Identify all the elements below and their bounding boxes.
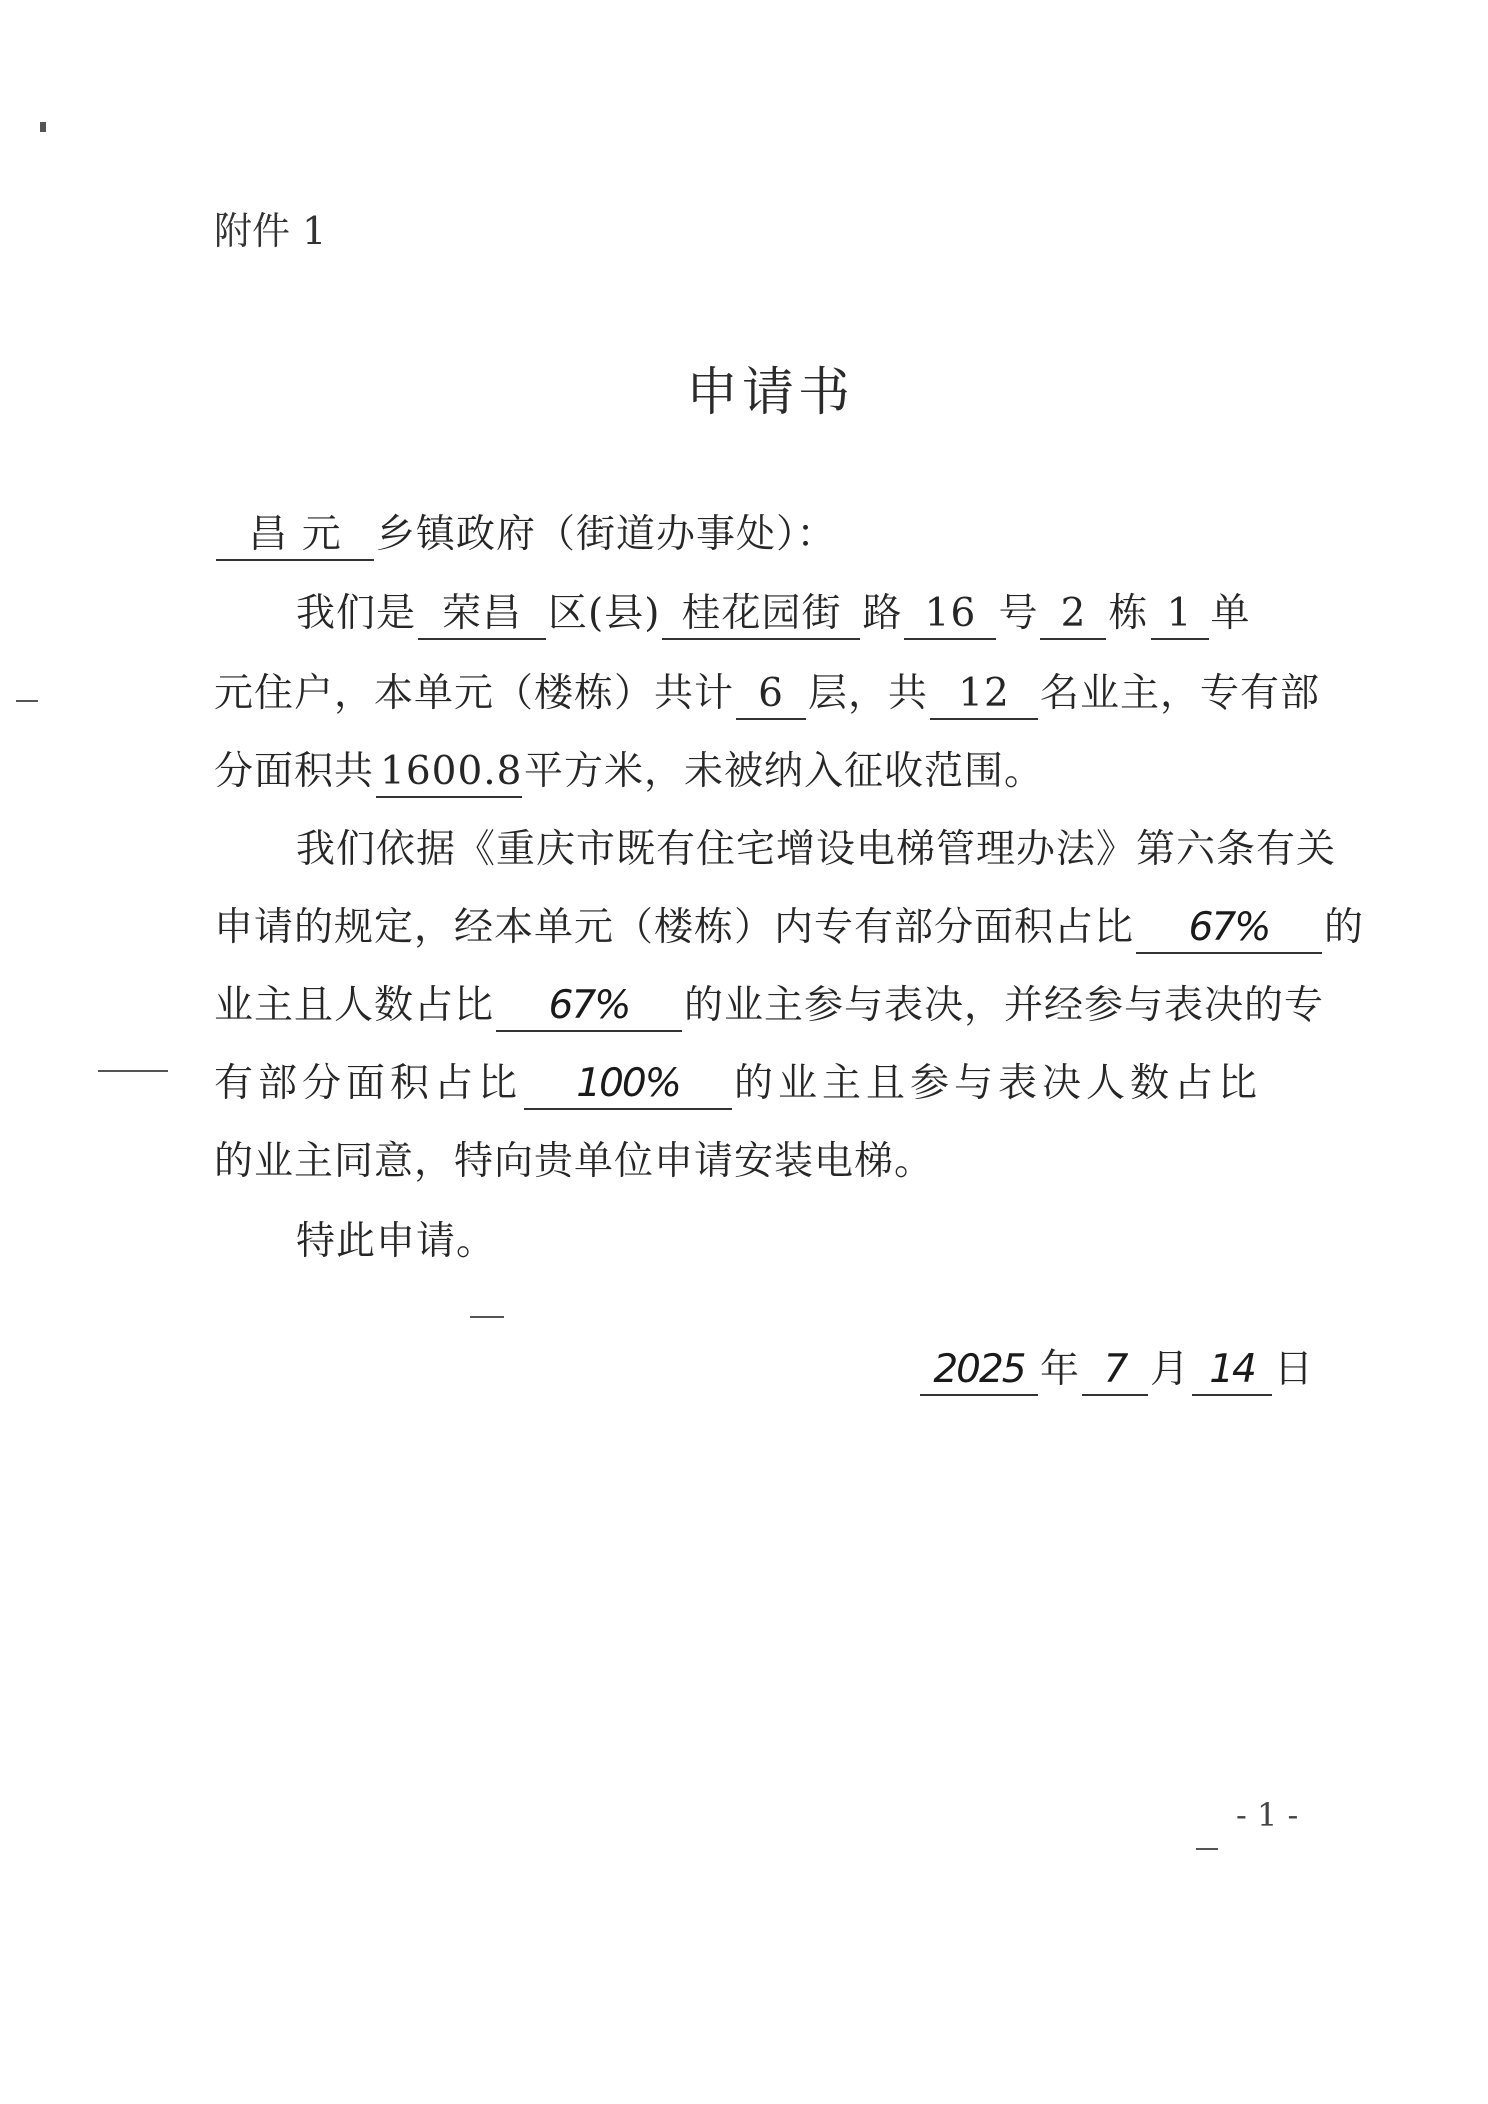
area-field: 1600.8 (376, 748, 522, 798)
building-field: 2 (1040, 590, 1106, 640)
date-line (918, 1340, 1314, 1400)
para2-line2-lead: 申请的规定，经本单元（楼栋）内专有部分面积占比 (214, 905, 1135, 950)
number-field: 16 (904, 590, 996, 640)
month-field: 7 (1082, 1346, 1148, 1396)
road-label: 路 (862, 591, 903, 636)
para2-line4 (214, 1054, 1262, 1114)
day-field: 14 (1192, 1346, 1272, 1396)
area-ratio-field: 67% (1136, 904, 1322, 954)
para2-line2 (214, 898, 1364, 958)
addressee-suffix: 乡镇政府（街道办事处）： (376, 512, 837, 557)
district-label: 区(县) (548, 591, 661, 636)
scan-speck (470, 1316, 504, 1318)
para1-line3 (214, 742, 1044, 802)
para2-line3-tail: 的业主参与表决，并经参与表决的专 (684, 983, 1325, 1028)
para2-line3 (214, 976, 1324, 1036)
people-ratio-field: 67% (496, 982, 682, 1032)
year-field: 2025 (920, 1346, 1038, 1396)
owners-field: 12 (930, 670, 1038, 720)
unit-label: 单 (1210, 591, 1251, 636)
para1-line2 (214, 664, 1320, 724)
attachment-label: 附件 1 (214, 209, 327, 253)
para1-lead: 我们是 (296, 591, 417, 636)
para2-line4-tail: 的业主且参与表决人数占比 (734, 1061, 1263, 1106)
para1-line2-lead: 元住户，本单元（楼栋）共计 (214, 671, 735, 716)
month-label: 月 (1150, 1347, 1191, 1392)
day-label: 日 (1274, 1347, 1315, 1392)
para2-line4-lead: 有部分面积占比 (214, 1061, 523, 1106)
document-title: 申请书 (685, 363, 854, 423)
scan-speck (40, 122, 46, 132)
vote-area-ratio-field: 100% (524, 1060, 732, 1110)
scan-speck (98, 1070, 168, 1072)
para1-line1 (296, 584, 1251, 644)
para1-line3-tail: 平方米，未被纳入征收范围。 (524, 749, 1045, 794)
owners-label: 名业主，专有部 (1040, 671, 1321, 716)
para1-line3-lead: 分面积共 (214, 749, 375, 794)
building-label: 栋 (1108, 591, 1149, 636)
para2-line1: 我们依据《重庆市既有住宅增设电梯管理办法》第六条有关 (296, 827, 1337, 872)
para2-line2-tail: 的 (1324, 905, 1365, 950)
town-field: 昌 元 (216, 511, 374, 561)
district-field: 荣昌 (418, 590, 546, 640)
street-field: 桂花园街 (662, 590, 860, 640)
para2-line3-lead: 业主且人数占比 (214, 983, 495, 1028)
scan-speck (16, 700, 38, 702)
floors-field: 6 (736, 670, 806, 720)
page-number: - 1 - (1236, 1796, 1299, 1834)
year-label: 年 (1040, 1347, 1081, 1392)
para2-line5: 的业主同意，特向贵单位申请安装电梯。 (214, 1139, 935, 1184)
number-label: 号 (998, 591, 1039, 636)
closing-text: 特此申请。 (296, 1219, 497, 1264)
addressee-line (214, 505, 837, 565)
floors-label: 层，共 (808, 671, 929, 716)
unit-field: 1 (1151, 590, 1209, 640)
scan-speck (1196, 1848, 1218, 1850)
